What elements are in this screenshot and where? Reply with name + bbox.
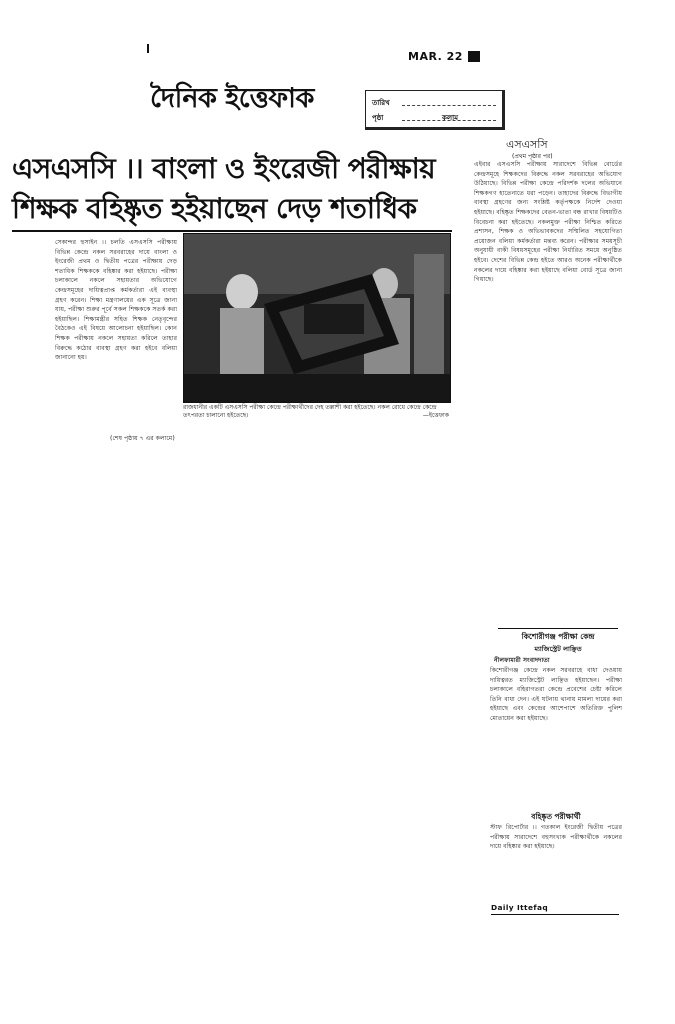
photo-illustration (184, 234, 450, 402)
date-smudge (468, 51, 480, 62)
ref-column-label: কলাম (442, 114, 459, 122)
lead-story-text: সেকান্দর হুসাইন ।। চলতি এসএসসি পরীক্ষায় বিভিন্ন কেন্দ্রে নকল সরবরাহের দায়ে বাংলা ও ইংরেজী প্রথম ও দ্বিতীয় পত্রের পরীক্ষায় দেড় শতাধিক শিক্ষককে বহিষ্কার করা হইয়াছে। পরীক্ষা চলাকালে নকলে সহায়তার অভিযোগে কেন্দ্রসমূহের দায়িত্বপ্রাপ্ত কর্মকর্তারা এই ব্যবস্থা গ্রহণ করেন। শিক্ষা মন্ত্রণালয়ের এক সূত্রে জানা যায়, পরীক্ষা শুরুর পূর্বে সকল শিক্ষককে সতর্ক করা হইয়াছিল। শিক্ষামন্ত্রীর সহিত শিক্ষক নেতৃবৃন্দের বৈঠকেও এই বিষয়ে আলোচনা হইয়াছিল। কোন শিক্ষক পরীক্ষায় নকলে সহায়তা করিলে তাহার বিরুদ্ধে কঠোর ব্যবস্থা গ্রহণ করা হইবে বলিয়া জানানো হয়। (55, 239, 177, 362)
headline-line-2: শিক্ষক বহিষ্কৃত হইয়াছেন দেড় শতাধিক (12, 192, 417, 225)
footer-underline (491, 914, 619, 915)
story3-text: স্টাফ রিপোর্টার ।। গতকাল ইংরেজী দ্বিতীয় পত্রের পরীক্ষায় সারাদেশে বহুসংখ্যক পরীক্ষার্থীকে নকলের দায়ে বহিষ্কার করা হইয়াছে। (490, 824, 622, 851)
continuation-text: এইবার এসএসসি পরীক্ষায় সারাদেশে বিভিন্ন বোর্ডের কেন্দ্রসমূহে শিক্ষকদের বিরুদ্ধে নকল সরবরাহের অভিযোগ উঠিয়াছে। বিভিন্ন পরীক্ষা কেন্দ্রে পরিদর্শক দলের অভিযানে শিক্ষকগণ হাতেনাতে ধরা পড়েন। তাহাদের বিরুদ্ধে বিভাগীয় ব্যবস্থা গ্রহণের জন্য সংশ্লিষ্ট কর্তৃপক্ষকে নির্দেশ দেওয়া হইয়াছে। বহিষ্কৃত শিক্ষকদের বেতন-ভাতা বন্ধ রাখার বিষয়টিও বিবেচনা করা হইতেছে। নকলমুক্ত পরীক্ষা নিশ্চিত করিতে প্রশাসন, শিক্ষক ও অভিভাবকদের সম্মিলিত সহযোগিতা প্রয়োজন বলিয়া কর্মকর্তারা মন্তব্য করেন। পরীক্ষার সময়সূচী অনুযায়ী বাকী বিষয়সমূহের পরীক্ষা নির্ধারিত সময়ে অনুষ্ঠিত হইবে। দেশের বিভিন্ন কেন্দ্র হইতে আরও অনেক পরীক্ষার্থীকে নকলের দায়ে বহিষ্কার করা হইয়াছে বলিয়া বোর্ড সূত্রে জানা গিয়াছে। (474, 161, 622, 284)
continuation-subtitle: (প্রথম পৃষ্ঠার পর) (512, 153, 553, 160)
story2-subtitle: ম্যাজিস্ট্রেট লাঞ্ছিত (534, 645, 582, 653)
ref-date-line (402, 105, 496, 106)
headline-rule (12, 230, 452, 232)
story2-text: কিশোরীগঞ্জ কেন্দ্রে নকল সরবরাহে বাধা দেওয়ায় দায়িত্বরত ম্যাজিস্ট্রেট লাঞ্ছিত হইয়াছেন। পরীক্ষা চলাকালে বহিরাগতরা কেন্দ্রে প্রবেশের চেষ্টা করিলে তিনি বাধা দেন। এই ঘটনায় থানায় মামলা দায়ের করা হইয়াছে এবং কেন্দ্রের আশেপাশে অতিরিক্ত পুলিশ মোতায়েন করা হইয়াছে। (490, 667, 622, 722)
story2-rule (498, 628, 618, 629)
ref-page-line (402, 120, 496, 121)
clipping-footer: Daily Ittefaq (491, 903, 549, 912)
continuation-title: এসএসসি (506, 138, 548, 151)
headline-line-1: এসএসসি ।। বাংলা ও ইংরেজী পরীক্ষায় (12, 152, 436, 185)
story3-title: বহিষ্কৃত পরীক্ষার্থী (531, 812, 581, 821)
reference-box (365, 90, 505, 130)
ref-page-label: পৃষ্ঠা (372, 114, 384, 122)
newspaper-masthead: দৈনিক ইত্তেফাক (150, 83, 314, 114)
photo-caption (183, 404, 449, 420)
photo-caption-text: রাজধানীর একটি এসএসসি পরীক্ষা কেন্দ্রে পরীক্ষার্থীদের দেহ তল্লাশী করা হইতেছে। নকল রোধে কেন্দ্রে কেন্দ্রে তৎপরতা চালানো হইতেছে। (183, 404, 437, 419)
exam-hall-photo (183, 233, 451, 403)
lead-story-continued: (শেষ পৃষ্ঠায় ৭ এর কলামে) (110, 435, 175, 442)
clipping-date: MAR. 22 (408, 50, 463, 63)
story2-dateline: নীলফামারী সংবাদদাতা (494, 657, 550, 664)
story2-title: কিশোরীগঞ্জ পরীক্ষা কেন্দ্র (521, 632, 595, 641)
photo-credit: —ইত্তেফাক (422, 412, 449, 419)
margin-mark (147, 44, 149, 53)
ref-date-label: তারিখ (372, 99, 390, 107)
